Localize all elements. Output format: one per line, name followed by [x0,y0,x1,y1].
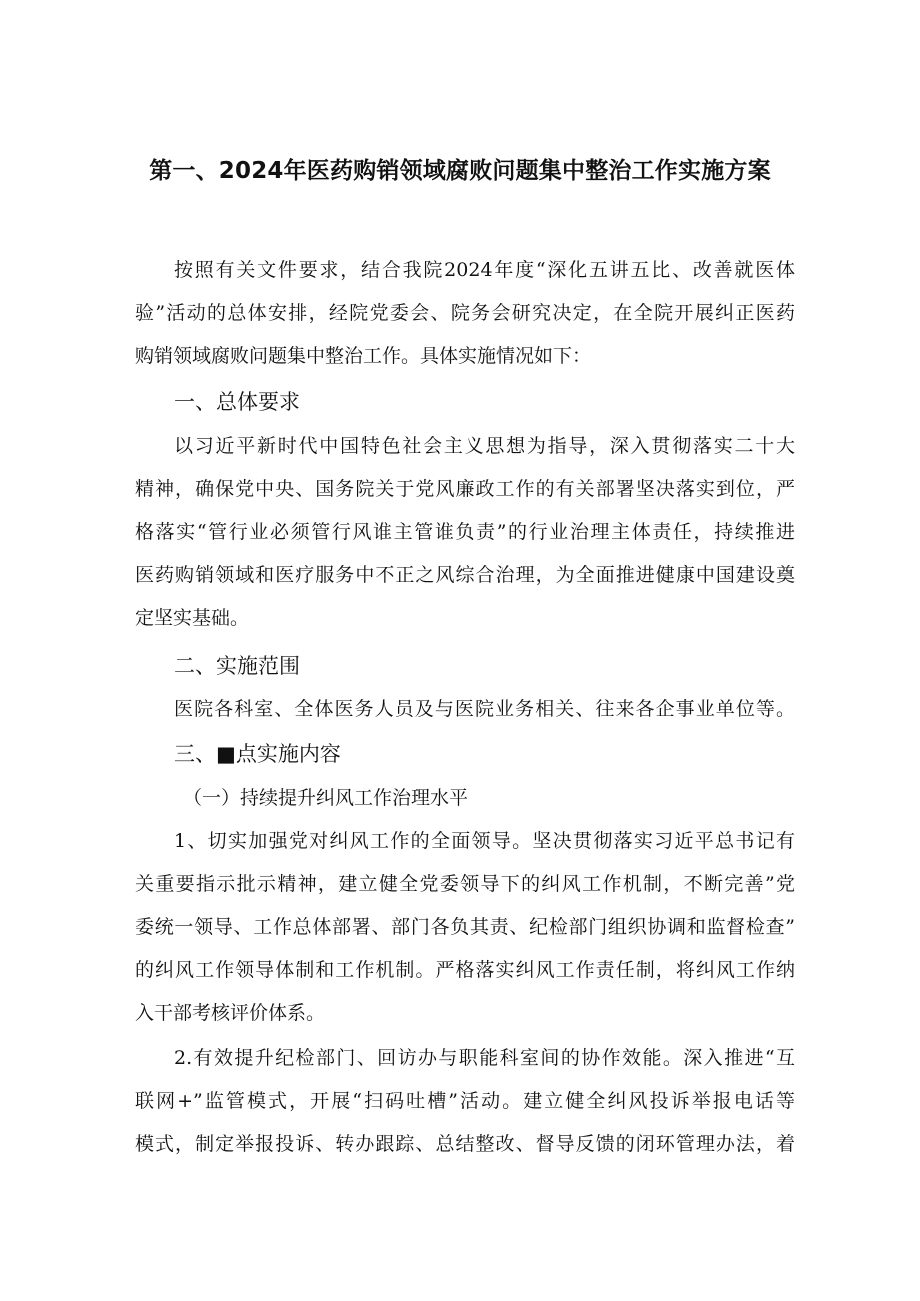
section-heading-general-requirements: 一、总体要求 [174,390,300,414]
item2-line-2: 联网+”监管模式，开展“扫码吐槽”活动。建立健全纠风投诉举报电话等 [135,1090,795,1112]
section1-line-3: 格落实“管行业必须管行风谁主管谁负责”的行业治理主体责任，持续推进 [135,521,795,543]
intro-line-3: 购销领域腐败问题集中整治工作。具体实施情况如下： [135,345,592,367]
section-heading-scope: 二、实施范围 [174,654,300,678]
section1-line-2: 精神，确保党中央、国务院关于党风廉政工作的有关部署坚决落实到位，严 [135,478,795,500]
document-title: 第一、2024年医药购销领域腐败问题集中整治工作实施方案 [149,158,771,184]
section3-subheading: （一）持续提升纠风工作治理水平 [183,787,469,809]
intro-line-1: 按照有关文件要求，结合我院2024年度“深化五讲五比、改善就医体 [174,259,795,281]
intro-line-2: 验”活动的总体安排，经院党委会、院务会研究决定，在全院开展纠正医药 [135,302,795,324]
item2-line-1: 2.有效提升纪检部门、回访办与职能科室间的协作效能。深入推进“互 [174,1047,795,1069]
item1-line-2: 关重要指示批示精神，建立健全党委领导下的纠风工作机制，不断完善”党 [135,873,795,895]
section1-line-5: 定坚实基础。 [135,607,250,629]
item1-line-3: 委统一领导、工作总体部署、部门各负其责、纪检部门组织协调和监督检查” [135,916,795,938]
item1-line-5: 入干部考核评价体系。 [135,1002,326,1024]
item1-line-4: 的纠风工作领导体制和工作机制。严格落实纠风工作责任制，将纠风工作纳 [135,959,795,981]
item1-line-1: 1、切实加强党对纠风工作的全面领导。坚决贯彻落实习近平总书记有 [174,830,795,852]
item2-line-3: 模式，制定举报投诉、转办跟踪、总结整改、督导反馈的闭环管理办法，着 [135,1133,795,1155]
section2-line-1: 医院各科室、全体医务人员及与医院业务相关、往来各企事业单位等。 [174,698,795,720]
section-heading-key-contents: 三、■点实施内容 [174,742,341,766]
section1-line-4: 医药购销领域和医疗服务中不正之风综合治理，为全面推进健康中国建设奠 [135,564,795,586]
section1-line-1: 以习近平新时代中国特色社会主义思想为指导，深入贯彻落实二十大 [174,435,795,457]
